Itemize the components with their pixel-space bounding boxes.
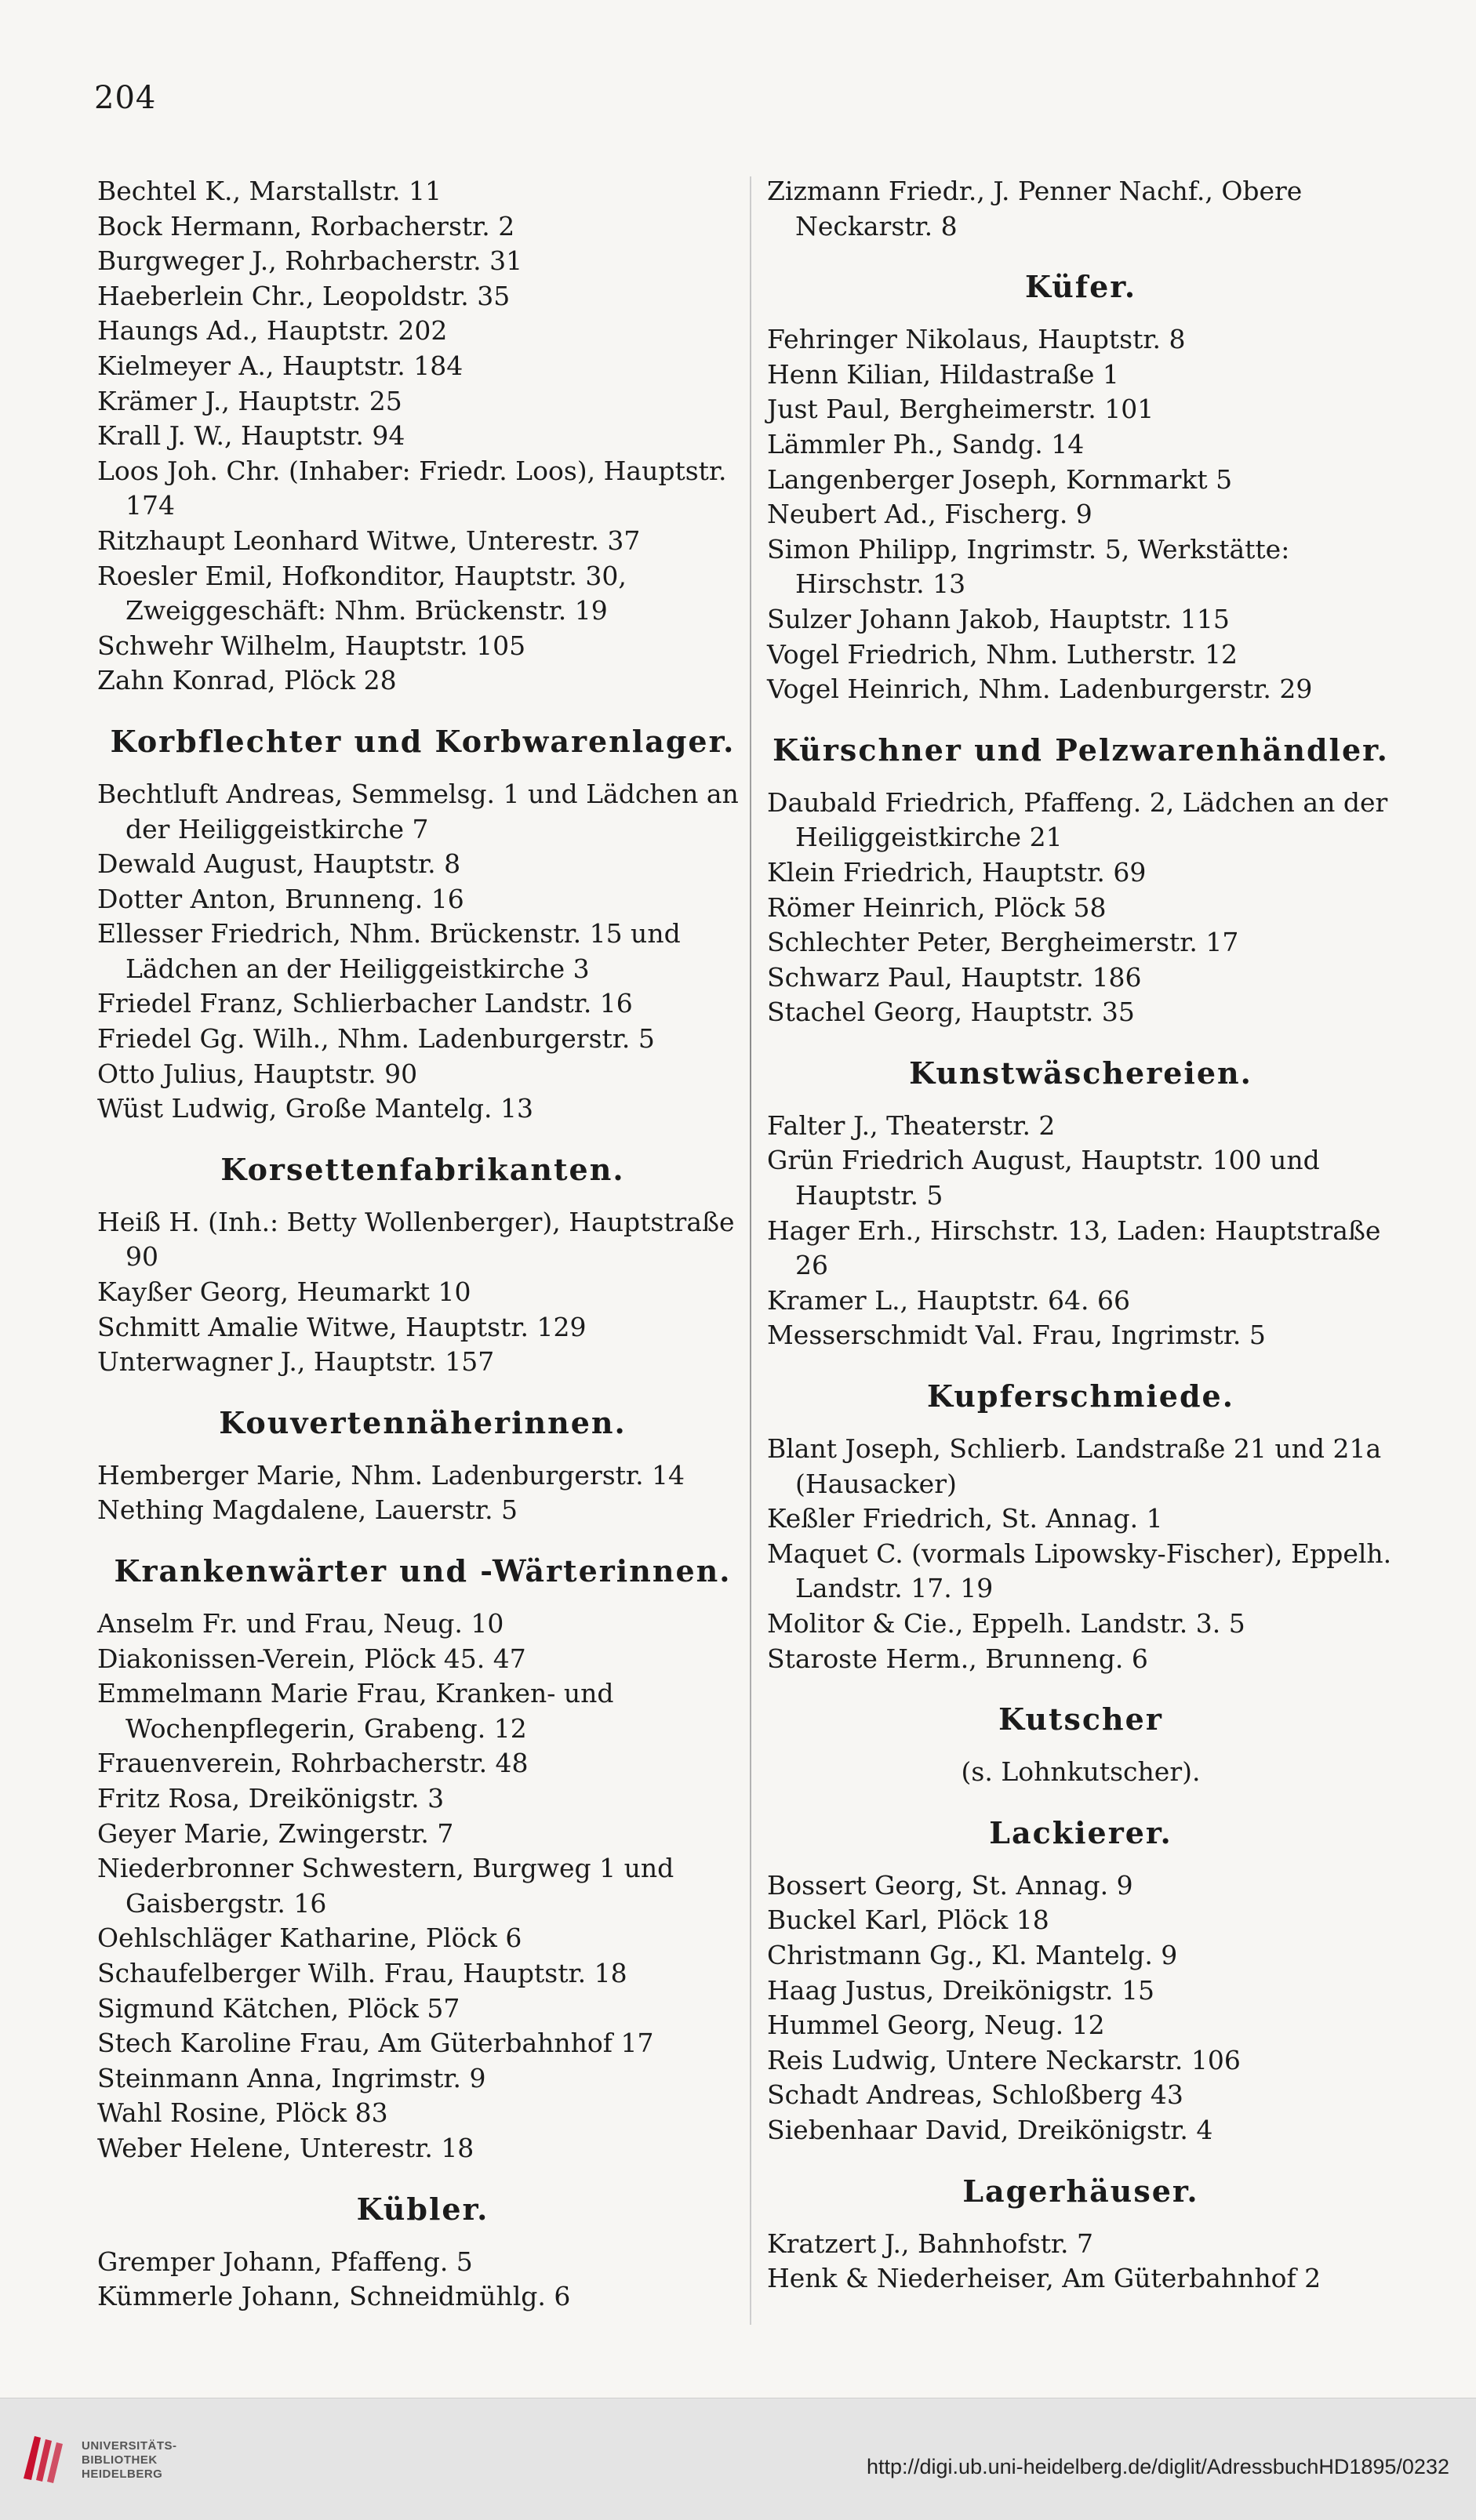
directory-entry: Bossert Georg, St. Annag. 9 (767, 1869, 1133, 1901)
library-name-line: UNIVERSITÄTS- (82, 2439, 177, 2453)
directory-entry: Ellesser Friedrich, Nhm. Brückenstr. 15 und Lädchen an der Heiliggeistkirche 3 (97, 918, 681, 984)
viewer-footer (0, 2398, 1476, 2520)
directory-entry: Henn Kilian, Hildastraße 1 (767, 358, 1119, 390)
directory-entry: Dewald August, Hauptstr. 8 (97, 848, 461, 880)
section-heading: Lagerhäuser. (962, 2173, 1199, 2209)
directory-entry: Messerschmidt Val. Frau, Ingrimstr. 5 (767, 1320, 1266, 1351)
directory-entry: Niederbronner Schwestern, Burgweg 1 und Gaisbergstr. 16 (97, 1853, 674, 1919)
directory-entry: Nething Magdalene, Lauerstr. 5 (97, 1494, 518, 1526)
section-heading: Küfer. (1024, 269, 1137, 305)
directory-entry: Grün Friedrich August, Hauptstr. 100 und Hauptstr. 5 (767, 1145, 1320, 1211)
directory-entry: Schadt Andreas, Schloßberg 43 (767, 2079, 1183, 2111)
directory-entry: Dotter Anton, Brunneng. 16 (97, 883, 464, 914)
directory-entry: Zahn Konrad, Plöck 28 (97, 665, 397, 696)
directory-entry: Haeberlein Chr., Leopoldstr. 35 (97, 280, 511, 311)
directory-entry: Wahl Rosine, Plöck 83 (97, 2097, 388, 2129)
directory-entry: Geyer Marie, Zwingerstr. 7 (97, 1817, 454, 1849)
directory-entry: Staroste Herm., Brunneng. 6 (767, 1643, 1148, 1674)
directory-entry: Fritz Rosa, Dreikönigstr. 3 (97, 1782, 445, 1814)
directory-entry: Buckel Karl, Plöck 18 (767, 1905, 1049, 1936)
directory-entry: Steinmann Anna, Ingrimstr. 9 (97, 2062, 486, 2093)
left-column (97, 174, 748, 2315)
directory-entry: Bechtluft Andreas, Semmelsg. 1 und Lädchen an der Heiliggeistkirche 7 (97, 778, 739, 844)
directory-entry: Christmann Gg., Kl. Mantelg. 9 (767, 1939, 1178, 1970)
directory-entry: Neubert Ad., Fischerg. 9 (767, 499, 1092, 530)
directory-entry: Roesler Emil, Hofkonditor, Hauptstr. 30, Zweiggeschäft: Nhm. Brückenstr. 19 (97, 560, 627, 626)
directory-entry: Just Paul, Bergheimerstr. 101 (767, 394, 1154, 425)
directory-entry: Stachel Georg, Hauptstr. 35 (767, 997, 1135, 1028)
directory-entry: Haag Justus, Dreikönigstr. 15 (767, 1974, 1155, 2006)
directory-entry: Fehringer Nikolaus, Hauptstr. 8 (767, 324, 1186, 355)
directory-entry: Stech Karoline Frau, Am Güterbahnhof 17 (97, 2028, 654, 2059)
section-heading: Lackierer. (989, 1814, 1172, 1850)
directory-entry: Loos Joh. Chr. (Inhaber: Friedr. Loos), Hauptstr. 174 (97, 455, 727, 521)
directory-entry: Kayßer Georg, Heumarkt 10 (97, 1276, 471, 1308)
directory-entry: Ritzhaupt Leonhard Witwe, Unterestr. 37 (97, 525, 641, 556)
cross-reference-note: (s. Lohnkutscher). (961, 1756, 1201, 1788)
directory-entry: Vogel Heinrich, Nhm. Ladenburgerstr. 29 (767, 674, 1313, 705)
directory-entry: Bock Hermann, Rorbacherstr. 2 (97, 210, 515, 241)
section-heading: Kutscher (998, 1701, 1163, 1737)
directory-entry: Schwarz Paul, Hauptstr. 186 (767, 961, 1142, 993)
source-url-link[interactable]: http://digi.ub.uni-heidelberg.de/diglit/AdressbuchHD1895/0232 (866, 2455, 1449, 2478)
directory-entry: Bechtel K., Marstallstr. 11 (97, 176, 442, 206)
directory-entry: Vogel Friedrich, Nhm. Lutherstr. 12 (767, 638, 1238, 670)
directory-entry: Gremper Johann, Pfaffeng. 5 (97, 2246, 473, 2277)
directory-entry: Schaufelberger Wilh. Frau, Hauptstr. 18 (97, 1957, 627, 1988)
directory-entry: Molitor & Cie., Eppelh. Landstr. 3. 5 (767, 1608, 1245, 1639)
directory-entry: Emmelmann Marie Frau, Kranken- und Wochenpflegerin, Grabeng. 12 (97, 1678, 614, 1744)
directory-entry: Kümmerle Johann, Schneidmühlg. 6 (97, 2281, 571, 2312)
directory-entry: Burgweger J., Rohrbacherstr. 31 (97, 245, 523, 277)
directory-entry: Daubald Friedrich, Pfaffeng. 2, Lädchen an der Heiliggeistkirche 21 (767, 786, 1388, 853)
section-heading: Korsettenfabrikanten. (220, 1151, 625, 1187)
directory-entry: Sulzer Johann Jakob, Hauptstr. 115 (767, 603, 1230, 634)
directory-entry: Hummel Georg, Neug. 12 (767, 2010, 1105, 2041)
directory-entry: Keßler Friedrich, St. Annag. 1 (767, 1503, 1163, 1534)
directory-entry: Kramer L., Hauptstr. 64. 66 (767, 1284, 1130, 1316)
directory-entry: Friedel Franz, Schlierbacher Landstr. 16 (97, 988, 633, 1019)
directory-entry: Schlechter Peter, Bergheimerstr. 17 (767, 927, 1239, 958)
column-divider (750, 176, 751, 2325)
library-name-line: BIBLIOTHEK (82, 2453, 158, 2467)
library-logo-icon (17, 2428, 72, 2485)
directory-entry: Schwehr Wilhelm, Hauptstr. 105 (97, 630, 526, 661)
right-column (767, 174, 1394, 2297)
directory-entry: Kratzert J., Bahnhofstr. 7 (767, 2228, 1094, 2259)
section-heading: Kürschner und Pelzwarenhändler. (773, 732, 1389, 768)
directory-entry: Klein Friedrich, Hauptstr. 69 (767, 856, 1147, 888)
section-heading: Kouvertennäherinnen. (219, 1404, 627, 1440)
directory-entry: Anselm Fr. und Frau, Neug. 10 (97, 1608, 504, 1639)
directory-entry: Zizmann Friedr., J. Penner Nachf., Obere Neckarstr. 8 (767, 176, 1303, 241)
section-heading: Kupferschmiede. (927, 1378, 1234, 1414)
directory-entry: Lämmler Ph., Sandg. 14 (767, 428, 1085, 459)
directory-entry: Hager Erh., Hirschstr. 13, Laden: Hauptstraße 26 (767, 1215, 1381, 1281)
page-number: 204 (94, 80, 157, 116)
directory-entry: Hemberger Marie, Nhm. Ladenburgerstr. 14 (97, 1459, 685, 1491)
directory-entry: Sigmund Kätchen, Plöck 57 (97, 1992, 460, 2024)
library-name-line: HEIDELBERG (82, 2467, 163, 2481)
directory-entry: Kielmeyer A., Hauptstr. 184 (97, 350, 464, 381)
directory-entry: Frauenverein, Rohrbacherstr. 48 (97, 1748, 529, 1779)
directory-entry: Simon Philipp, Ingrimstr. 5, Werkstätte: Hirschstr. 13 (767, 533, 1290, 600)
directory-entry: Friedel Gg. Wilh., Nhm. Ladenburgerstr. 5 (97, 1023, 655, 1055)
directory-entry: Weber Helene, Unterestr. 18 (97, 2132, 474, 2163)
directory-entry: Krall J. W., Hauptstr. 94 (97, 420, 405, 452)
library-name (82, 2439, 177, 2482)
directory-entry: Falter J., Theaterstr. 2 (767, 1109, 1056, 1141)
directory-entry: Blant Joseph, Schlierb. Landstraße 21 und 21a (Hausacker) (767, 1433, 1382, 1499)
directory-entry: Langenberger Joseph, Kornmarkt 5 (767, 463, 1233, 495)
section-heading: Kunstwäschereien. (909, 1055, 1252, 1091)
directory-entry: Maquet C. (vormals Lipowsky-Fischer), Eppelh. Landstr. 17. 19 (767, 1538, 1392, 1604)
section-heading: Kübler. (356, 2191, 489, 2227)
directory-entry: Reis Ludwig, Untere Neckarstr. 106 (767, 2044, 1241, 2075)
directory-entry: Heiß H. (Inh.: Betty Wollenberger), Hauptstraße 90 (97, 1206, 735, 1273)
directory-entry: Unterwagner J., Hauptstr. 157 (97, 1346, 495, 1378)
directory-entry: Otto Julius, Hauptstr. 90 (97, 1058, 418, 1089)
directory-entry: Haungs Ad., Hauptstr. 202 (97, 315, 448, 347)
directory-entry: Wüst Ludwig, Große Mantelg. 13 (97, 1093, 533, 1124)
directory-entry: Römer Heinrich, Plöck 58 (767, 891, 1107, 923)
directory-entry: Siebenhaar David, Dreikönigstr. 4 (767, 2114, 1213, 2145)
directory-entry: Oehlschläger Katharine, Plöck 6 (97, 1923, 522, 1954)
directory-entry: Schmitt Amalie Witwe, Hauptstr. 129 (97, 1311, 587, 1342)
section-heading: Krankenwärter und -Wärterinnen. (114, 1553, 732, 1589)
directory-entry: Henk & Niederheiser, Am Güterbahnhof 2 (767, 2263, 1321, 2294)
directory-entry: Diakonissen-Verein, Plöck 45. 47 (97, 1643, 526, 1674)
section-heading: Korbflechter und Korbwarenlager. (110, 723, 736, 759)
directory-entry: Krämer J., Hauptstr. 25 (97, 385, 402, 416)
